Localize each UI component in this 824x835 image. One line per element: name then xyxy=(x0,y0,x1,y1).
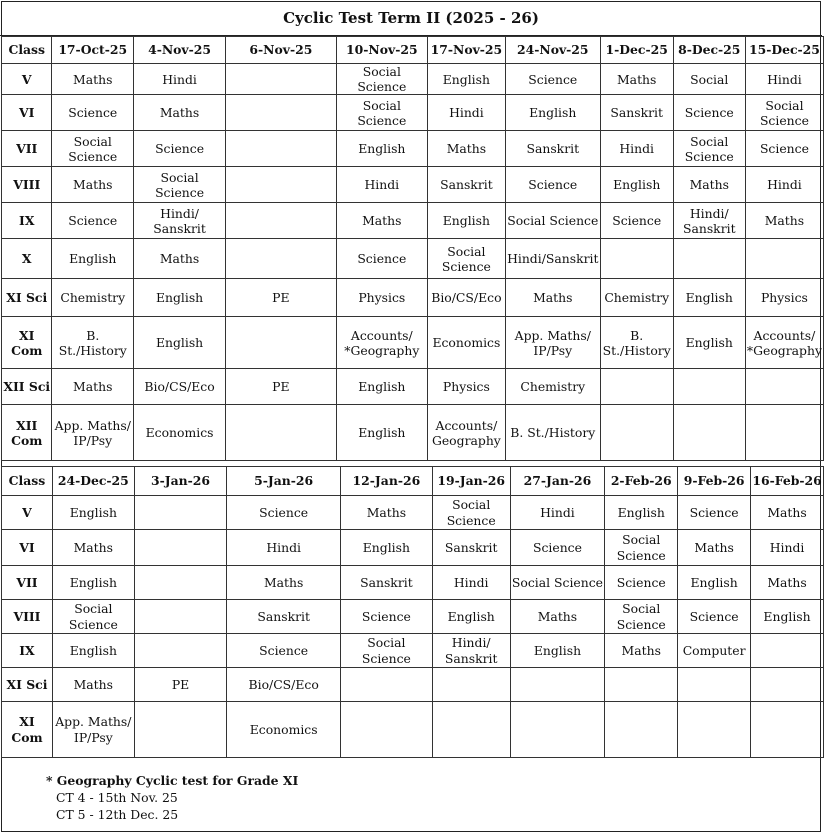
subject-cell: Computer xyxy=(678,634,751,668)
subject-cell: Chemistry xyxy=(600,279,673,317)
subject-cell: Sanskrit xyxy=(227,600,341,634)
subject-cell xyxy=(605,702,678,758)
subject-cell xyxy=(751,702,824,758)
subject-cell: Science xyxy=(52,203,134,239)
subject-cell xyxy=(673,369,745,405)
table-header-row xyxy=(2,37,824,64)
subject-cell xyxy=(751,668,824,702)
footnote-line: CT 5 - 12th Dec. 25 xyxy=(56,807,179,822)
subject-cell xyxy=(678,668,751,702)
subject-cell: Science xyxy=(227,634,341,668)
subject-cell: Accounts/ *Geography xyxy=(745,317,823,369)
subject-cell: Maths xyxy=(134,239,226,279)
subject-cell: Hindi xyxy=(227,530,341,566)
column-header-date: 4-Nov-25 xyxy=(134,37,226,64)
schedule-table-term-part-1 xyxy=(1,36,824,461)
subject-cell: App. Maths/ IP/Psy xyxy=(52,405,134,461)
subject-cell: Science xyxy=(678,496,751,530)
class-cell: IX xyxy=(2,203,52,239)
subject-cell: Hindi/ Sanskrit xyxy=(673,203,745,239)
column-header-date: 9-Feb-26 xyxy=(678,467,751,496)
subject-cell xyxy=(134,496,227,530)
subject-cell: Social Science xyxy=(134,167,226,203)
subject-cell: Maths xyxy=(605,634,678,668)
subject-cell: Sanskrit xyxy=(432,530,510,566)
subject-cell: Science xyxy=(605,566,678,600)
column-header-date: 17-Oct-25 xyxy=(52,37,134,64)
subject-cell: Maths xyxy=(52,64,134,95)
table-row xyxy=(2,239,824,279)
table-row xyxy=(2,167,824,203)
subject-cell: Maths xyxy=(52,668,134,702)
subject-cell: Hindi xyxy=(134,64,226,95)
subject-cell: Maths xyxy=(751,566,824,600)
page-title: Cyclic Test Term II (2025 - 26) xyxy=(0,0,822,36)
subject-cell: Social Science xyxy=(510,566,605,600)
subject-cell: Maths xyxy=(600,64,673,95)
subject-cell: Sanskrit xyxy=(428,167,506,203)
subject-cell: Science xyxy=(745,131,823,167)
subject-cell xyxy=(600,369,673,405)
subject-cell: Maths xyxy=(673,167,745,203)
subject-cell: Hindi xyxy=(745,64,823,95)
subject-cell: Sanskrit xyxy=(505,131,600,167)
class-cell: VIII xyxy=(2,600,53,634)
table-row xyxy=(2,702,824,758)
subject-cell: Social Science xyxy=(745,95,823,131)
subject-cell: Social Science xyxy=(605,600,678,634)
subject-cell: Physics xyxy=(745,279,823,317)
subject-cell: Sanskrit xyxy=(600,95,673,131)
subject-cell: Bio/CS/Eco xyxy=(428,279,506,317)
subject-cell: English xyxy=(52,634,134,668)
subject-cell: Science xyxy=(600,203,673,239)
subject-cell: Science xyxy=(341,600,433,634)
table-header-row xyxy=(2,467,824,496)
class-cell: VI xyxy=(2,95,52,131)
subject-cell: Chemistry xyxy=(52,279,134,317)
subject-cell: English xyxy=(52,239,134,279)
subject-cell: Maths xyxy=(227,566,341,600)
subject-cell: Maths xyxy=(678,530,751,566)
subject-cell: English xyxy=(751,600,824,634)
subject-cell: Social Science xyxy=(605,530,678,566)
subject-cell: Social Science xyxy=(673,131,745,167)
subject-cell: English xyxy=(336,405,427,461)
subject-cell: English xyxy=(134,279,226,317)
subject-cell: English xyxy=(510,634,605,668)
subject-cell: Accounts/ Geography xyxy=(428,405,506,461)
subject-cell xyxy=(134,530,227,566)
column-header-date: 27-Jan-26 xyxy=(510,467,605,496)
subject-cell: Social Science xyxy=(336,64,427,95)
column-header-date: 19-Jan-26 xyxy=(432,467,510,496)
class-cell: VII xyxy=(2,566,53,600)
subject-cell xyxy=(745,369,823,405)
subject-cell: English xyxy=(336,131,427,167)
subject-cell: English xyxy=(52,566,134,600)
subject-cell: English xyxy=(678,566,751,600)
table-row xyxy=(2,64,824,95)
subject-cell: Hindi xyxy=(510,496,605,530)
class-cell: IX xyxy=(2,634,53,668)
subject-cell xyxy=(226,131,337,167)
table-row xyxy=(2,566,824,600)
subject-cell: Science xyxy=(227,496,341,530)
subject-cell: Hindi xyxy=(336,167,427,203)
column-header-date: 17-Nov-25 xyxy=(428,37,506,64)
table-row xyxy=(2,668,824,702)
table-row xyxy=(2,634,824,668)
subject-cell: English xyxy=(432,600,510,634)
subject-cell: English xyxy=(673,279,745,317)
footnote-heading: * Geography Cyclic test for Grade XI xyxy=(46,773,299,788)
column-header-date: 10-Nov-25 xyxy=(336,37,427,64)
table-row xyxy=(2,279,824,317)
subject-cell: B. St./History xyxy=(52,317,134,369)
subject-cell xyxy=(134,634,227,668)
subject-cell xyxy=(226,203,337,239)
subject-cell: Economics xyxy=(134,405,226,461)
subject-cell: English xyxy=(428,203,506,239)
subject-cell xyxy=(751,634,824,668)
class-cell: XI Sci xyxy=(2,668,53,702)
column-header-date: 24-Dec-25 xyxy=(52,467,134,496)
subject-cell: Hindi xyxy=(432,566,510,600)
subject-cell xyxy=(510,702,605,758)
class-cell: VI xyxy=(2,530,53,566)
subject-cell xyxy=(432,668,510,702)
subject-cell: App. Maths/ IP/Psy xyxy=(52,702,134,758)
subject-cell xyxy=(600,239,673,279)
subject-cell: English xyxy=(134,317,226,369)
class-cell: XI Com xyxy=(2,317,52,369)
subject-cell: Hindi/ Sanskrit xyxy=(432,634,510,668)
column-header-date: 24-Nov-25 xyxy=(505,37,600,64)
class-cell: X xyxy=(2,239,52,279)
subject-cell: PE xyxy=(134,668,227,702)
subject-cell: Science xyxy=(52,95,134,131)
column-header-date: 16-Feb-26 xyxy=(751,467,824,496)
column-header-class: Class xyxy=(2,37,52,64)
subject-cell: English xyxy=(673,317,745,369)
subject-cell: Maths xyxy=(52,167,134,203)
column-header-date: 8-Dec-25 xyxy=(673,37,745,64)
subject-cell xyxy=(673,405,745,461)
subject-cell: Science xyxy=(336,239,427,279)
subject-cell xyxy=(341,668,433,702)
subject-cell: Maths xyxy=(428,131,506,167)
class-cell: XII Com xyxy=(2,405,52,461)
table-row xyxy=(2,405,824,461)
subject-cell: Science xyxy=(505,167,600,203)
column-header-date: 6-Nov-25 xyxy=(226,37,337,64)
subject-cell xyxy=(226,167,337,203)
subject-cell xyxy=(134,600,227,634)
subject-cell: Science xyxy=(678,600,751,634)
subject-cell: Maths xyxy=(510,600,605,634)
subject-cell xyxy=(673,239,745,279)
column-header-date: 1-Dec-25 xyxy=(600,37,673,64)
column-header-date: 12-Jan-26 xyxy=(341,467,433,496)
column-header-date: 3-Jan-26 xyxy=(134,467,227,496)
subject-cell: B. St./History xyxy=(505,405,600,461)
subject-cell: Maths xyxy=(336,203,427,239)
subject-cell xyxy=(341,702,433,758)
class-cell: V xyxy=(2,64,52,95)
subject-cell: English xyxy=(341,530,433,566)
subject-cell xyxy=(600,405,673,461)
subject-cell: Hindi xyxy=(428,95,506,131)
subject-cell: PE xyxy=(226,369,337,405)
subject-cell xyxy=(226,317,337,369)
subject-cell: Maths xyxy=(52,369,134,405)
subject-cell: Hindi xyxy=(745,167,823,203)
subject-cell xyxy=(226,95,337,131)
subject-cell: Social xyxy=(673,64,745,95)
table-row xyxy=(2,203,824,239)
subject-cell: Sanskrit xyxy=(341,566,433,600)
subject-cell: Science xyxy=(510,530,605,566)
subject-cell xyxy=(134,702,227,758)
subject-cell: App. Maths/ IP/Psy xyxy=(505,317,600,369)
subject-cell: English xyxy=(505,95,600,131)
subject-cell: Social Science xyxy=(432,496,510,530)
subject-cell: Hindi xyxy=(751,530,824,566)
subject-cell xyxy=(134,566,227,600)
subject-cell: Maths xyxy=(341,496,433,530)
column-header-date: 5-Jan-26 xyxy=(227,467,341,496)
subject-cell: English xyxy=(428,64,506,95)
subject-cell: Economics xyxy=(227,702,341,758)
subject-cell xyxy=(226,405,337,461)
subject-cell: Maths xyxy=(505,279,600,317)
subject-cell: Chemistry xyxy=(505,369,600,405)
subject-cell: Social Science xyxy=(52,600,134,634)
subject-cell xyxy=(226,239,337,279)
subject-cell: Social Science xyxy=(505,203,600,239)
table-row xyxy=(2,131,824,167)
subject-cell: Hindi xyxy=(600,131,673,167)
schedule-table-term-part-2 xyxy=(1,466,824,758)
column-header-date: 15-Dec-25 xyxy=(745,37,823,64)
table-row xyxy=(2,530,824,566)
subject-cell xyxy=(605,668,678,702)
subject-cell: Maths xyxy=(745,203,823,239)
subject-cell: PE xyxy=(226,279,337,317)
subject-cell: Science xyxy=(134,131,226,167)
column-header-date: 2-Feb-26 xyxy=(605,467,678,496)
class-cell: VIII xyxy=(2,167,52,203)
subject-cell: Accounts/ *Geography xyxy=(336,317,427,369)
class-cell: V xyxy=(2,496,53,530)
subject-cell: Bio/CS/Eco xyxy=(134,369,226,405)
subject-cell: Physics xyxy=(428,369,506,405)
class-cell: XI Com xyxy=(2,702,53,758)
subject-cell xyxy=(510,668,605,702)
subject-cell: Social Science xyxy=(336,95,427,131)
subject-cell: English xyxy=(600,167,673,203)
table-row xyxy=(2,95,824,131)
subject-cell: Science xyxy=(505,64,600,95)
subject-cell: Science xyxy=(673,95,745,131)
subject-cell xyxy=(678,702,751,758)
subject-cell: Hindi/Sanskrit xyxy=(505,239,600,279)
class-cell: XII Sci xyxy=(2,369,52,405)
class-cell: XI Sci xyxy=(2,279,52,317)
subject-cell: English xyxy=(52,496,134,530)
subject-cell: Bio/CS/Eco xyxy=(227,668,341,702)
subject-cell: English xyxy=(336,369,427,405)
table-row xyxy=(2,317,824,369)
subject-cell xyxy=(745,405,823,461)
column-header-class: Class xyxy=(2,467,53,496)
table-row xyxy=(2,496,824,530)
subject-cell: Economics xyxy=(428,317,506,369)
class-cell: VII xyxy=(2,131,52,167)
subject-cell: Social Science xyxy=(341,634,433,668)
subject-cell: B. St./History xyxy=(600,317,673,369)
subject-cell: Maths xyxy=(52,530,134,566)
subject-cell: English xyxy=(605,496,678,530)
subject-cell: Maths xyxy=(751,496,824,530)
subject-cell: Maths xyxy=(134,95,226,131)
footnote xyxy=(46,772,298,823)
table-row xyxy=(2,369,824,405)
table-row xyxy=(2,600,824,634)
subject-cell xyxy=(432,702,510,758)
subject-cell: Social Science xyxy=(52,131,134,167)
footnote-line: CT 4 - 15th Nov. 25 xyxy=(56,790,178,805)
subject-cell: Hindi/ Sanskrit xyxy=(134,203,226,239)
subject-cell: Physics xyxy=(336,279,427,317)
subject-cell xyxy=(226,64,337,95)
subject-cell xyxy=(745,239,823,279)
subject-cell: Social Science xyxy=(428,239,506,279)
